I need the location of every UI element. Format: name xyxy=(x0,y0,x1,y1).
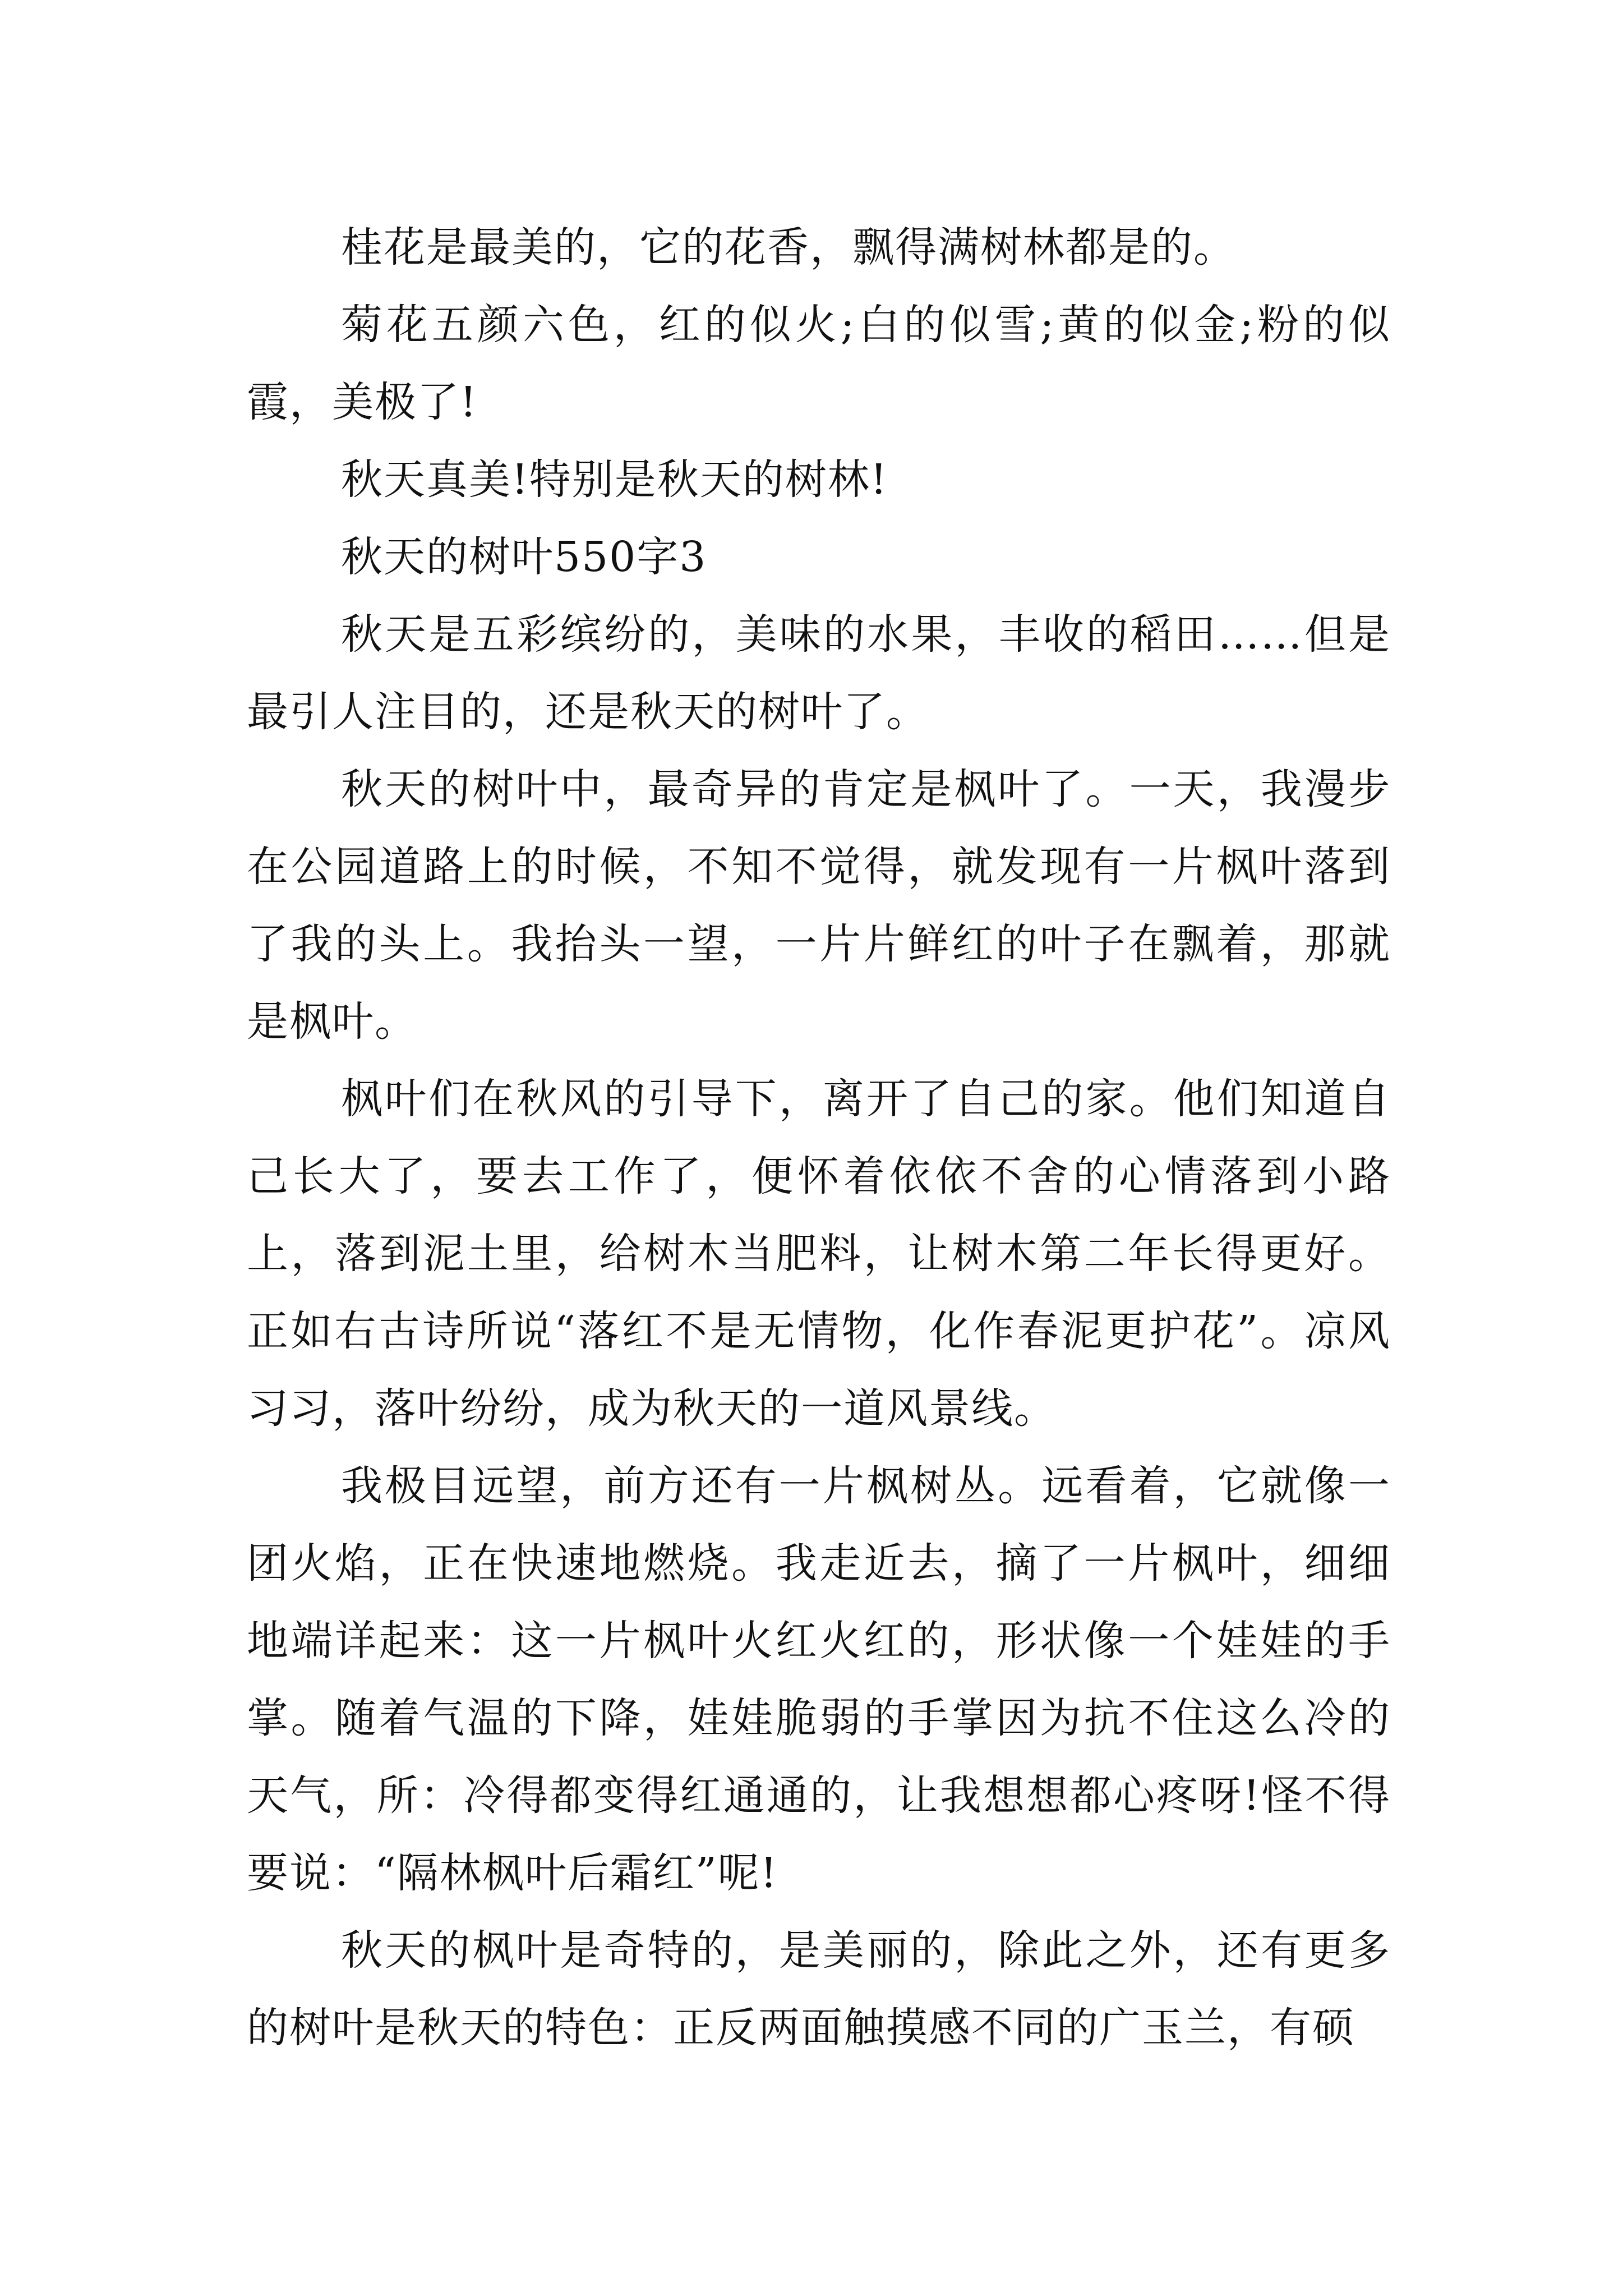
section-heading: 秋天的树叶550字3 xyxy=(341,533,707,581)
paragraph-maple-falling: 枫叶们在秋风的引导下，离开了自己的家。他们知道自己长大了，要去工作了，便怀着依依不舍的心情落到小路上，落到泥土里，给树木当肥料，让树木第二年长得更好。正如右古诗所说“落红不是无情物，化作春泥更护花”。凉风习习，落叶纷纷，成为秋天的一道风景线。 xyxy=(247,1075,1391,1433)
paragraph-osmanthus: 桂花是最美的，它的花香，飘得满树林都是的。 xyxy=(341,223,1236,272)
paragraph-intro: 秋天是五彩缤纷的，美味的水果，丰收的稻田……但是最引人注目的，还是秋天的树叶了。 xyxy=(247,610,1391,736)
document-body xyxy=(247,209,1391,2067)
paragraph-autumn-forest: 秋天真美!特别是秋天的树林! xyxy=(341,455,888,504)
paragraph-maple-grove: 我极目远望，前方还有一片枫树丛。远看着，它就像一团火焰，正在快速地燃烧。我走近去，摘了一片枫叶，细细地端详起来：这一片枫叶火红火红的，形状像一个娃娃的手掌。随着气温的下降，娃娃脆弱的手掌因为抗不住这么冷的天气，所：冷得都变得红通通的，让我想想都心疼呀!怪不得要说：“隔林枫叶后霜红”呢! xyxy=(247,1462,1391,1897)
paragraph-maple-discovery: 秋天的树叶中，最奇异的肯定是枫叶了。一天，我漫步在公园道路上的时候，不知不觉得，就发现有一片枫叶落到了我的头上。我抬头一望，一片片鲜红的叶子在飘着，那就是枫叶。 xyxy=(247,765,1391,1046)
paragraph-chrysanthemum: 菊花五颜六色，红的似火;白的似雪;黄的似金;粉的似霞，美极了! xyxy=(247,301,1391,426)
paragraph-other-leaves: 秋天的枫叶是奇特的，是美丽的，除此之外，还有更多的树叶是秋天的特色：正反两面触摸感不同的广玉兰，有硕 xyxy=(247,1926,1391,2052)
